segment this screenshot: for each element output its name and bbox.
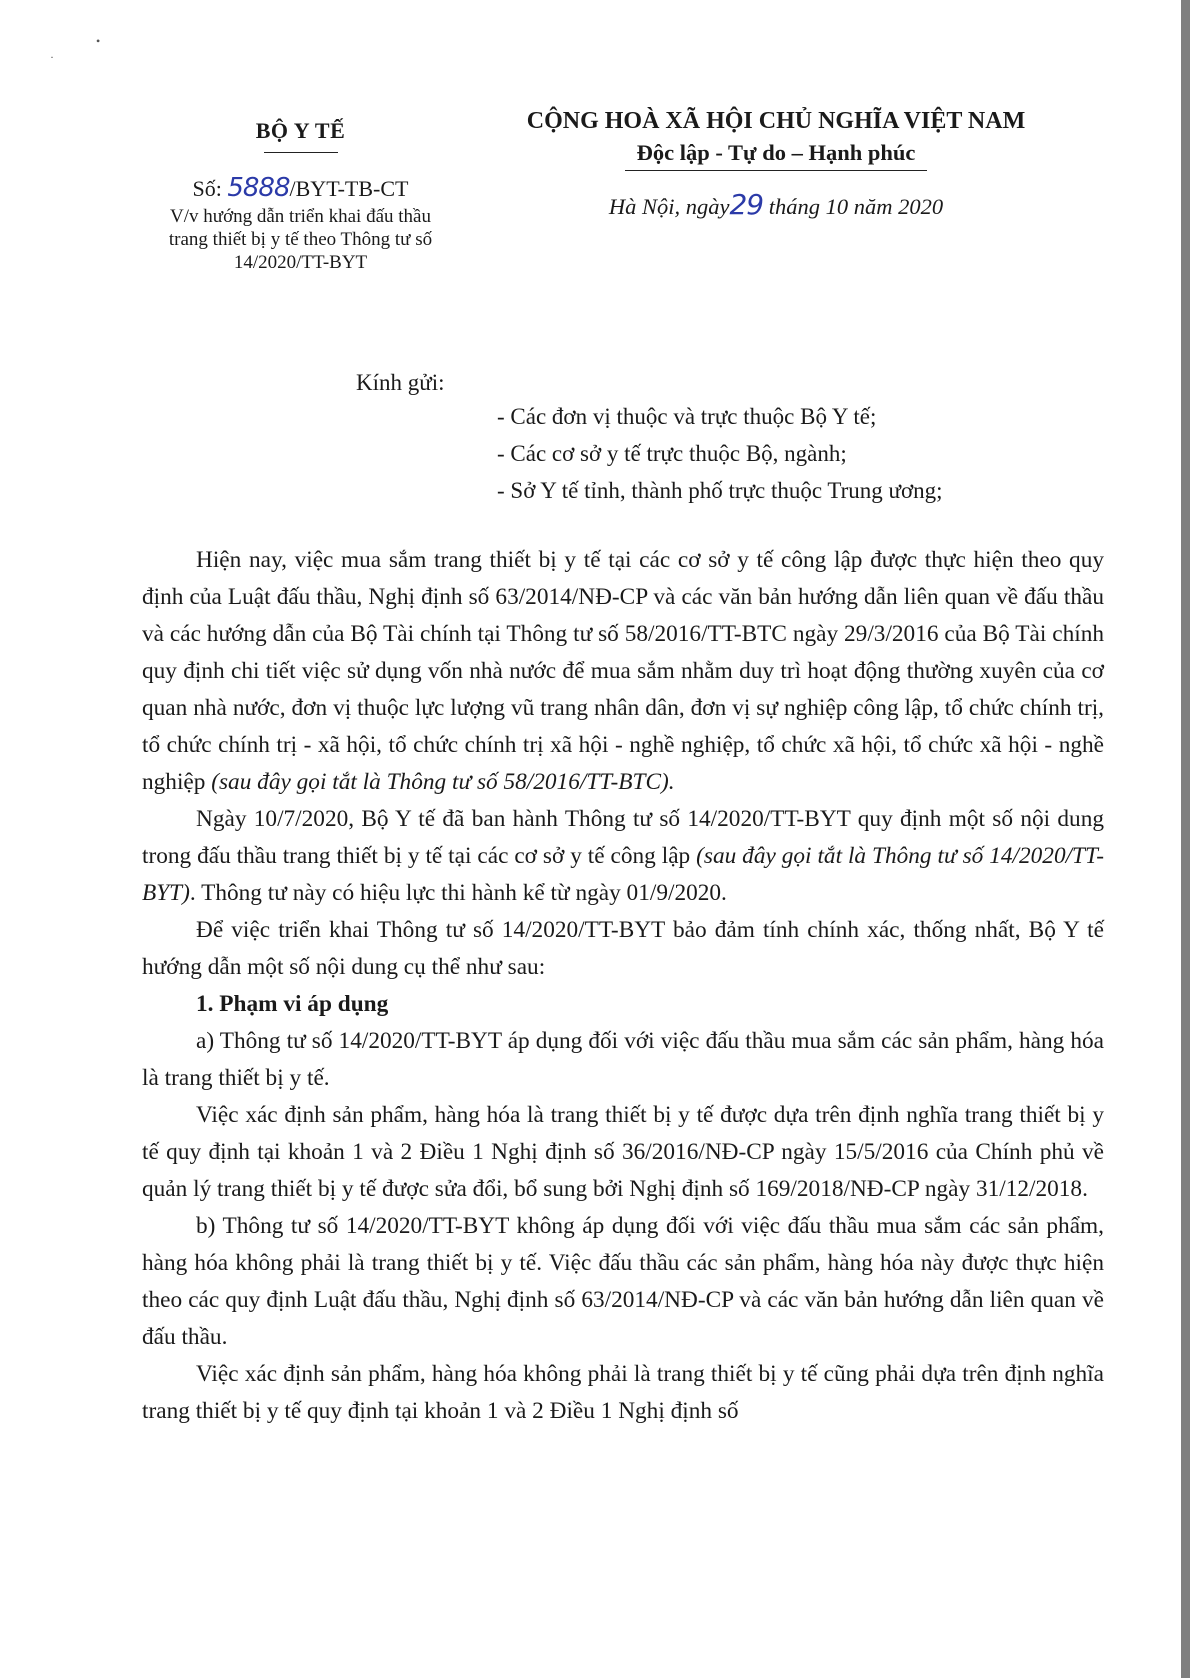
recipients-label: Kính gửi: [356, 370, 445, 395]
document-date [470, 188, 1082, 221]
issuing-agency: BỘ Y TẾ [255, 118, 346, 143]
document-number [118, 173, 483, 203]
agency-underline [264, 152, 338, 153]
national-motto: Độc lập - Tự do – Hạnh phúc [636, 140, 916, 165]
nation-name: CỘNG HOÀ XÃ HỘI CHỦ NGHĨA VIỆT NAM [526, 108, 1026, 134]
paragraph: Để việc triển khai Thông tư số 14/2020/TT-BYT bảo đảm tính chính xác, thống nhất, Bộ Y tế hướng dẫn một số nội dung cụ thể như sau: [142, 917, 1104, 980]
subject-line: 14/2020/TT-BYT [233, 252, 368, 273]
subject-line: V/v hướng dẫn triển khai đấu thầu [170, 206, 431, 227]
paragraph-text: Hiện nay, việc mua sắm trang thiết bị y tế tại các cơ sở y tế công lập được thực hiện theo quy định của Luật đấu thầu, Nghị định số 63/2014/NĐ-CP và các văn bản hướng dẫn liên quan về đấu thầu và các hướng dẫn của Bộ Tài chính tại Thông tư số 58/2016/TT-BTC ngày 29/3/2016 của Bộ Tài chính quy định chi tiết việc sử dụng vốn nhà nước để mua sắm nhằm duy trì hoạt động thường xuyên của cơ quan nhà nước, đơn vị thuộc lực lượng vũ trang nhân dân, đơn vị sự nghiệp công lập, tổ chức chính trị, tổ chức chính trị - xã hội, tổ chức chính trị xã hội - nghề nghiệp, tổ chức xã hội, tổ chức xã hội - nghề nghiệp [142, 547, 1104, 795]
doc-number-prefix: Số: [192, 176, 228, 201]
issuer-block [118, 118, 483, 274]
scan-speck: • [96, 34, 101, 48]
italic-note: (sau đây gọi tắt là Thông tư số 14/2020/TT-BYT) [142, 843, 1105, 906]
date-suffix: tháng 10 năm 2020 [763, 194, 944, 219]
date-prefix: Hà Nội, ngày [608, 194, 730, 219]
recipient-item: - Các đơn vị thuộc và trực thuộc Bộ Y tế; [497, 404, 877, 429]
handwritten-doc-number: 5888 [227, 173, 290, 203]
section-heading: 1. Phạm vi áp dụng [196, 991, 389, 1017]
document-subject [118, 205, 483, 274]
document-body [142, 542, 1104, 1430]
motto-underline [625, 170, 927, 171]
paragraph [142, 801, 1104, 912]
paragraph: Việc xác định sản phẩm, hàng hóa là trang thiết bị y tế được dựa trên định nghĩa trang thiết bị y tế quy định tại khoản 1 và 2 Điều 1 Nghị định số 36/2016/NĐ-CP ngày 15/5/2016 của Chính phủ về quản lý trang thiết bị y tế được sửa đổi, bổ sung bởi Nghị định số 169/2018/NĐ-CP ngày 31/12/2018. [142, 1102, 1104, 1202]
scan-speck: · [50, 50, 54, 64]
subject-line: trang thiết bị y tế theo Thông tư số [168, 229, 433, 250]
paragraph-text: Ngày 10/7/2020, Bộ Y tế đã ban hành Thông tư số 14/2020/TT-BYT quy định một số nội dung trong đấu thầu trang thiết bị y tế tại các cơ sở y tế công lập [142, 806, 1104, 869]
paragraph-text: . Thông tư này có hiệu lực thi hành kể từ ngày 01/9/2020. [189, 880, 727, 906]
paragraph [142, 542, 1104, 801]
scan-page-edge [1181, 0, 1190, 1678]
recipient-item: - Các cơ sở y tế trực thuộc Bộ, ngành; [497, 441, 847, 466]
recipient-item: - Sở Y tế tỉnh, thành phố trực thuộc Trung ương; [497, 478, 943, 503]
doc-number-suffix: /BYT-TB-CT [289, 176, 409, 201]
national-header [470, 108, 1082, 221]
paragraph: Việc xác định sản phẩm, hàng hóa không phải là trang thiết bị y tế cũng phải dựa trên định nghĩa trang thiết bị y tế quy định tại khoản 1 và 2 Điều 1 Nghị định số [142, 1361, 1104, 1424]
italic-note: (sau đây gọi tắt là Thông tư số 58/2016/TT-BTC). [211, 769, 675, 795]
handwritten-day: 29 [729, 188, 764, 221]
recipients-list [497, 398, 943, 509]
paragraph: b) Thông tư số 14/2020/TT-BYT không áp dụng đối với việc đấu thầu mua sắm các sản phẩm, hàng hóa không phải là trang thiết bị y tế. Việc đấu thầu các sản phẩm, hàng hóa này được thực hiện theo các quy định Luật đấu thầu, Nghị định số 63/2014/NĐ-CP và các văn bản hướng dẫn liên quan về đấu thầu. [142, 1213, 1104, 1350]
paragraph: a) Thông tư số 14/2020/TT-BYT áp dụng đối với việc đấu thầu mua sắm các sản phẩm, hàng hóa là trang thiết bị y tế. [142, 1028, 1104, 1091]
